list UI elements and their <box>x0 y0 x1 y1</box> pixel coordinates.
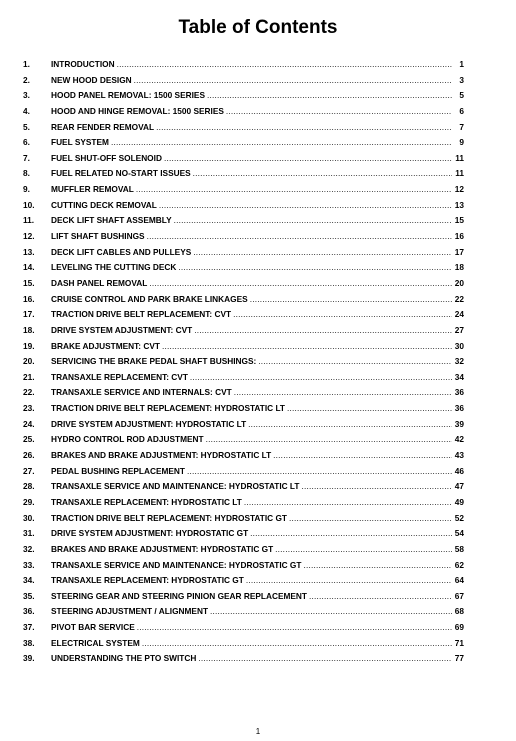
toc-entry-body <box>51 513 464 523</box>
toc-entry[interactable] <box>23 153 464 169</box>
toc-entry-title: DECK LIFT SHAFT ASSEMBLY <box>51 215 172 226</box>
toc-entry-body <box>51 450 464 460</box>
toc-entry-body <box>51 372 464 382</box>
toc-entry-title: TRANSAXLE SERVICE AND MAINTENANCE: HYDROSTATIC LT <box>51 481 300 492</box>
toc-entry-title: TRANSAXLE SERVICE AND INTERNALS: CVT <box>51 387 232 398</box>
toc-entry-page: 42 <box>454 434 464 445</box>
toc-entry[interactable] <box>23 184 464 200</box>
toc-entry-title: CUTTING DECK REMOVAL <box>51 199 157 210</box>
toc-entry-title: DRIVE SYSTEM ADJUSTMENT: HYDROSTATIC LT <box>51 418 247 429</box>
toc-entry-title: STEERING GEAR AND STEERING PINION GEAR REPLACEMENT <box>51 590 307 601</box>
toc-entry-page: 15 <box>454 215 464 226</box>
toc-entry-number: 23. <box>23 403 35 414</box>
toc-entry-number: 31. <box>23 528 35 539</box>
toc-entry-body <box>51 153 464 163</box>
toc-entry-page: 64 <box>454 575 464 586</box>
toc-entry-page: 24 <box>454 309 464 320</box>
toc-entry[interactable] <box>23 231 464 247</box>
dot-leader <box>287 403 452 413</box>
toc-entry-body <box>51 309 464 319</box>
toc-entry[interactable] <box>23 387 464 403</box>
toc-entry-number: 32. <box>23 543 35 554</box>
toc-entry-number: 26. <box>23 450 35 461</box>
toc-entry[interactable] <box>23 200 464 216</box>
toc-entry-title: TRACTION DRIVE BELT REPLACEMENT: CVT <box>51 309 232 320</box>
dot-leader <box>149 278 452 288</box>
toc-entry[interactable] <box>23 606 464 622</box>
toc-entry-number: 37. <box>23 622 35 633</box>
toc-entry-body <box>51 419 464 429</box>
toc-entry-body <box>51 106 464 116</box>
toc-entry-page: 9 <box>459 137 464 148</box>
toc-entry[interactable] <box>23 168 464 184</box>
dot-leader <box>194 325 452 335</box>
toc-entry[interactable] <box>23 341 464 357</box>
toc-entry-page: 62 <box>454 559 464 570</box>
dot-leader <box>136 184 452 194</box>
dot-leader <box>244 497 452 507</box>
toc-entry[interactable] <box>23 622 464 638</box>
dot-leader <box>156 122 452 132</box>
toc-entry-number: 24. <box>23 418 35 429</box>
toc-entry-body <box>51 247 464 257</box>
toc-entry-number: 15. <box>23 277 35 288</box>
toc-entry-body <box>51 200 464 210</box>
toc-entry-number: 11. <box>23 215 35 226</box>
toc-entry-body <box>51 653 464 663</box>
toc-entry-number: 7. <box>23 152 30 163</box>
toc-entry-number: 39. <box>23 653 35 664</box>
dot-leader <box>193 247 452 257</box>
page-title: Table of Contents <box>178 17 338 38</box>
toc-entry[interactable] <box>23 278 464 294</box>
toc-entry-page: 67 <box>454 590 464 601</box>
toc-entry-number: 35. <box>23 590 35 601</box>
toc-entry-page: 6 <box>459 105 464 116</box>
toc-entry[interactable] <box>23 481 464 497</box>
toc-entry-title: CRUISE CONTROL AND PARK BRAKE LINKAGES <box>51 293 248 304</box>
toc-entry-page: 58 <box>454 543 464 554</box>
toc-entry[interactable] <box>23 497 464 513</box>
toc-entry-number: 17. <box>23 309 35 320</box>
toc-entry-title: BRAKE ADJUSTMENT: CVT <box>51 340 160 351</box>
toc-entry-body <box>51 294 464 304</box>
toc-entry[interactable] <box>23 653 464 669</box>
toc-entry-title: TRACTION DRIVE BELT REPLACEMENT: HYDROSTATIC GT <box>51 512 287 523</box>
dot-leader <box>258 356 452 366</box>
toc-entry[interactable] <box>23 513 464 529</box>
toc-entry-number: 25. <box>23 434 35 445</box>
toc-entry-page: 13 <box>454 199 464 210</box>
dot-leader <box>178 262 452 272</box>
toc-entry-page: 7 <box>459 121 464 132</box>
toc-entry[interactable] <box>23 106 464 122</box>
toc-entry-page: 32 <box>454 356 464 367</box>
toc-entry-number: 29. <box>23 496 35 507</box>
toc-entry-page: 11 <box>455 168 464 179</box>
toc-entry[interactable] <box>23 59 464 75</box>
toc-entry[interactable] <box>23 247 464 263</box>
dot-leader <box>207 90 452 100</box>
toc-entry-title: TRANSAXLE REPLACEMENT: HYDROSTATIC GT <box>51 575 244 586</box>
toc-entry-body <box>51 278 464 288</box>
toc-entry-number: 20. <box>23 356 35 367</box>
toc-entry-page: 77 <box>454 653 464 664</box>
toc-entry-body <box>51 137 464 147</box>
toc-entry-body <box>51 341 464 351</box>
toc-entry-page: 22 <box>454 293 464 304</box>
dot-leader <box>117 59 452 69</box>
toc-entry-title: HOOD AND HINGE REMOVAL: 1500 SERIES <box>51 105 224 116</box>
toc-entry-title: LIFT SHAFT BUSHINGS <box>51 231 145 242</box>
toc-entry-number: 36. <box>23 606 35 617</box>
toc-entry[interactable] <box>23 419 464 435</box>
toc-entry-page: 30 <box>454 340 464 351</box>
toc-entry-title: FUEL SYSTEM <box>51 137 109 148</box>
toc-entry-title: BRAKES AND BRAKE ADJUSTMENT: HYDROSTATIC GT <box>51 543 274 554</box>
toc-entry-title: TRANSAXLE SERVICE AND MAINTENANCE: HYDROSTATIC GT <box>51 559 302 570</box>
toc-entry-page: 36 <box>454 403 464 414</box>
toc-entry-body <box>51 90 464 100</box>
dot-leader <box>162 341 452 351</box>
toc-entry[interactable] <box>23 434 464 450</box>
dot-leader <box>275 544 452 554</box>
toc-entry-number: 38. <box>23 637 35 648</box>
dot-leader <box>111 137 452 147</box>
toc-entry-body <box>51 606 464 616</box>
dot-leader <box>164 153 452 163</box>
toc-entry-number: 8. <box>23 168 30 179</box>
page-number: 1 <box>255 727 261 736</box>
toc-entry-title: DRIVE SYSTEM ADJUSTMENT: CVT <box>51 324 193 335</box>
dot-leader <box>187 466 452 476</box>
dot-leader <box>198 653 452 663</box>
toc-entry-number: 19. <box>23 340 35 351</box>
dot-leader <box>233 309 452 319</box>
dot-leader <box>309 591 452 601</box>
toc-entry-number: 10. <box>23 199 35 210</box>
dot-leader <box>210 606 452 616</box>
toc-entry-number: 22. <box>23 387 35 398</box>
toc-entry[interactable] <box>23 262 464 278</box>
toc-entry-body <box>51 638 464 648</box>
toc-entry-page: 5 <box>459 90 464 101</box>
toc-entry-title: ELECTRICAL SYSTEM <box>51 637 140 648</box>
toc-entry-number: 3. <box>23 90 30 101</box>
toc-entry-number: 27. <box>23 465 35 476</box>
toc-entry-title: DRIVE SYSTEM ADJUSTMENT: HYDROSTATIC GT <box>51 528 249 539</box>
toc-entry-number: 5. <box>23 121 30 132</box>
toc-entry[interactable] <box>23 325 464 341</box>
dot-leader <box>301 481 452 491</box>
toc-entry-body <box>51 325 464 335</box>
toc-entry[interactable] <box>23 638 464 654</box>
toc-entry-title: LEVELING THE CUTTING DECK <box>51 262 177 273</box>
toc-entry-body <box>51 560 464 570</box>
toc-entry[interactable] <box>23 75 464 91</box>
dot-leader <box>246 575 452 585</box>
dot-leader <box>250 294 452 304</box>
dot-leader <box>250 528 452 538</box>
toc-entry-title: DASH PANEL REMOVAL <box>51 277 148 288</box>
toc-entry-body <box>51 591 464 601</box>
toc-entry-number: 33. <box>23 559 35 570</box>
toc-entry-body <box>51 387 464 397</box>
toc-entry-body <box>51 622 464 632</box>
dot-leader <box>248 419 452 429</box>
dot-leader <box>193 168 452 178</box>
toc-entry[interactable] <box>23 294 464 310</box>
toc-entry-number: 30. <box>23 512 35 523</box>
toc-entry-page: 3 <box>459 74 464 85</box>
toc-entry[interactable] <box>23 591 464 607</box>
dot-leader <box>303 560 452 570</box>
toc-entry-number: 12. <box>23 231 35 242</box>
toc-entry-page: 47 <box>454 481 464 492</box>
toc-entry-body <box>51 434 464 444</box>
toc-entry-title: BRAKES AND BRAKE ADJUSTMENT: HYDROSTATIC LT <box>51 450 272 461</box>
toc-entry[interactable] <box>23 372 464 388</box>
toc-entry-title: FUEL SHUT-OFF SOLENOID <box>51 152 162 163</box>
toc-entry-body <box>51 262 464 272</box>
toc-entry-page: 71 <box>454 637 464 648</box>
toc-entry-title: PEDAL BUSHING REPLACEMENT <box>51 465 185 476</box>
toc-entry-title: SERVICING THE BRAKE PEDAL SHAFT BUSHINGS: <box>51 356 257 367</box>
toc-entry-page: 49 <box>454 496 464 507</box>
toc-entry-page: 27 <box>454 324 464 335</box>
toc-entry-body <box>51 544 464 554</box>
toc-entry-page: 17 <box>454 246 464 257</box>
toc-entry-body <box>51 59 464 69</box>
toc-entry[interactable] <box>23 575 464 591</box>
toc-entry-title: NEW HOOD DESIGN <box>51 74 132 85</box>
toc-entry-page: 39 <box>454 418 464 429</box>
toc-entry[interactable] <box>23 403 464 419</box>
toc-entry-number: 6. <box>23 137 30 148</box>
toc-entry-page: 52 <box>454 512 464 523</box>
toc-entry-body <box>51 122 464 132</box>
toc-entry-body <box>51 215 464 225</box>
toc-entry-number: 21. <box>23 371 35 382</box>
toc-entry-page: 69 <box>454 622 464 633</box>
toc-entry-page: 11 <box>455 152 464 163</box>
toc-entry[interactable] <box>23 560 464 576</box>
toc-entry-number: 14. <box>23 262 35 273</box>
toc-entry-title: TRACTION DRIVE BELT REPLACEMENT: HYDROSTATIC LT <box>51 403 285 414</box>
toc-entry[interactable] <box>23 215 464 231</box>
toc-entry-number: 13. <box>23 246 35 257</box>
toc-entry-title: HYDRO CONTROL ROD ADJUSTMENT <box>51 434 204 445</box>
toc-entry[interactable] <box>23 544 464 560</box>
toc-entry-title: TRANSAXLE REPLACEMENT: HYDROSTATIC LT <box>51 496 242 507</box>
dot-leader <box>134 75 452 85</box>
toc-entry-title: UNDERSTANDING THE PTO SWITCH <box>51 653 197 664</box>
toc-entry-number: 18. <box>23 324 35 335</box>
toc-entry-body <box>51 497 464 507</box>
toc-entry-body <box>51 168 464 178</box>
toc-entry-body <box>51 231 464 241</box>
toc-entry-title: REAR FENDER REMOVAL <box>51 121 155 132</box>
toc-entry-title: STEERING ADJUSTMENT / ALIGNMENT <box>51 606 209 617</box>
toc-entry-number: 1. <box>23 59 30 69</box>
toc-entry-body <box>51 403 464 413</box>
toc-entry[interactable] <box>23 450 464 466</box>
toc-entry-page: 46 <box>454 465 464 476</box>
toc-entry-page: 54 <box>454 528 464 539</box>
toc-entry-title: DECK LIFT CABLES AND PULLEYS <box>51 246 192 257</box>
toc-entry-title: TRANSAXLE REPLACEMENT: CVT <box>51 371 188 382</box>
dot-leader <box>174 215 452 225</box>
toc-entry-body <box>51 466 464 476</box>
toc-entry[interactable] <box>23 90 464 106</box>
toc-entry-body <box>51 528 464 538</box>
toc-entry-body <box>51 75 464 85</box>
toc-entry-title: PIVOT BAR SERVICE <box>51 622 135 633</box>
toc-entry-title: MUFFLER REMOVAL <box>51 184 134 195</box>
toc-entry-page: 18 <box>454 262 464 273</box>
dot-leader <box>226 106 452 116</box>
toc-entry-number: 2. <box>23 74 30 85</box>
toc-entry-body <box>51 575 464 585</box>
dot-leader <box>206 434 452 444</box>
toc-entry-number: 4. <box>23 105 30 116</box>
toc-entry-page: 34 <box>454 371 464 382</box>
toc-entry-page: 12 <box>454 184 464 195</box>
dot-leader <box>147 231 452 241</box>
toc-entry[interactable] <box>23 137 464 153</box>
toc-entry-body <box>51 356 464 366</box>
toc-entry-page: 68 <box>454 606 464 617</box>
toc-entry-page: 43 <box>454 450 464 461</box>
dot-leader <box>273 450 452 460</box>
toc-entry-number: 34. <box>23 575 35 586</box>
toc-entry-body <box>51 184 464 194</box>
toc-entry-title: HOOD PANEL REMOVAL: 1500 SERIES <box>51 90 205 101</box>
toc-entry[interactable] <box>23 528 464 544</box>
dot-leader <box>137 622 452 632</box>
toc-entry-body <box>51 481 464 491</box>
toc-entry-title: INTRODUCTION <box>51 59 115 69</box>
toc-entry-page: 1 <box>459 59 464 69</box>
toc-entry-number: 16. <box>23 293 35 304</box>
toc-entry-page: 16 <box>454 231 464 242</box>
dot-leader <box>289 513 452 523</box>
toc-entry-page: 36 <box>454 387 464 398</box>
toc-entry-page: 20 <box>454 277 464 288</box>
toc-entry[interactable] <box>23 356 464 372</box>
dot-leader <box>142 638 452 648</box>
toc-entry[interactable] <box>23 466 464 482</box>
dot-leader <box>190 372 452 382</box>
toc-entry-title: FUEL RELATED NO-START ISSUES <box>51 168 191 179</box>
toc-entry-number: 28. <box>23 481 35 492</box>
toc-entry[interactable] <box>23 309 464 325</box>
toc-entry-number: 9. <box>23 184 30 195</box>
dot-leader <box>234 387 452 397</box>
table-of-contents <box>23 59 464 669</box>
toc-entry[interactable] <box>23 122 464 138</box>
dot-leader <box>159 200 452 210</box>
